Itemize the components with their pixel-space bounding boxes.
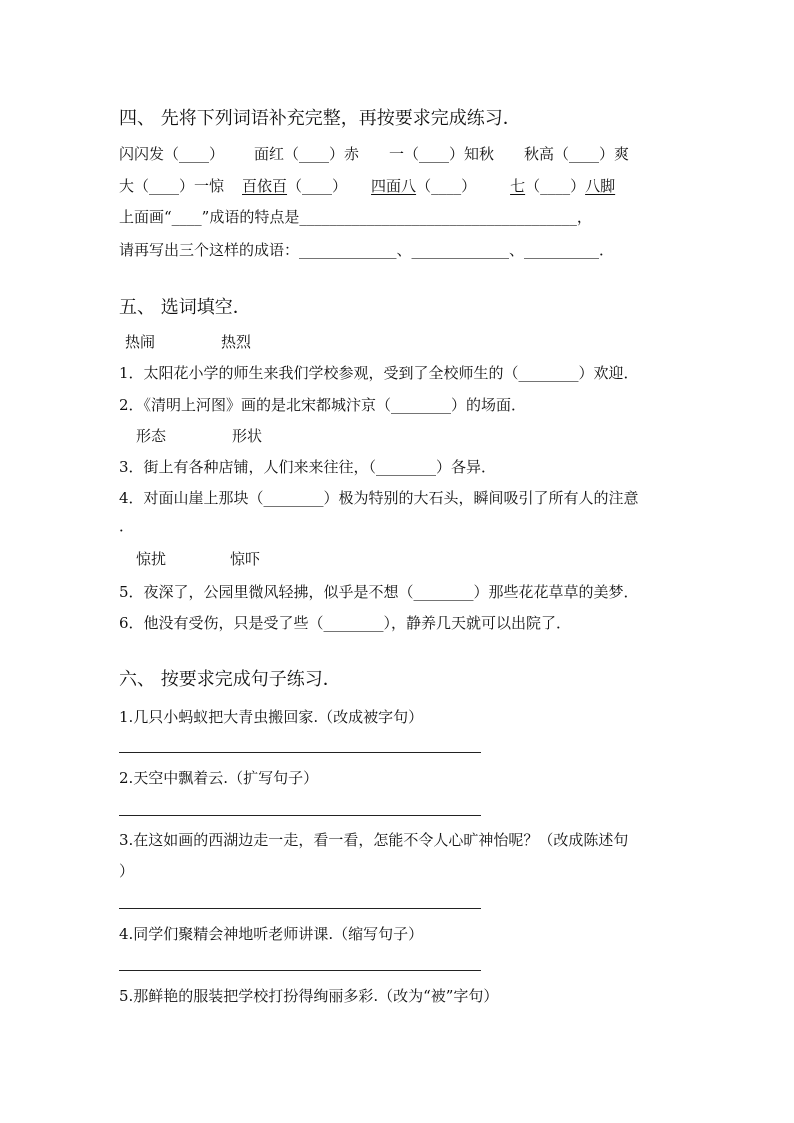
section-4-row-2 <box>119 176 615 196</box>
sentence-task-2: 2.天空中飘着云.（扩写句子） <box>119 769 319 787</box>
answer-line <box>119 752 481 753</box>
blank-item: 面红（____）赤 <box>254 145 360 163</box>
question-6: 6．他没有受伤，只是受了些（________），静养几天就可以出院了． <box>119 614 572 632</box>
section-4-write-line: 请再写出三个这样的成语：_____________、_____________、__________． <box>119 241 615 259</box>
question-1: 1．太阳花小学的师生来我们学校参观，受到了全校师生的（________）欢迎． <box>119 364 639 382</box>
blank-item: 闪闪发（____） <box>119 145 225 163</box>
blank-item: （____） <box>287 177 348 195</box>
underlined-idiom-part: 百依百 <box>242 177 288 195</box>
sentence-task-4: 4.同学们聚精会神地听老师讲课.（缩写句子） <box>119 925 424 943</box>
section-6-heading: 六、 按要求完成句子练习． <box>119 669 341 690</box>
section-4-feature-line: 上面画“____”成语的特点是_____________________________________， <box>119 208 592 226</box>
blank-item: 大（____）一惊 <box>119 177 225 195</box>
question-2: 2．《清明上河图》画的是北宋都城汴京（________）的场面． <box>119 396 527 414</box>
sentence-task-3-continuation: ） <box>119 862 135 880</box>
word-option: 形状 <box>232 427 263 445</box>
word-option: 惊扰 <box>136 550 167 568</box>
word-option: 热闹 <box>125 333 156 351</box>
section-4-heading: 四、 先将下列词语补充完整，再按要求完成练习． <box>119 108 521 129</box>
section-4-row-1 <box>119 144 629 164</box>
word-option: 惊吓 <box>230 550 261 568</box>
underlined-idiom-part: 四面八 <box>371 177 417 195</box>
question-3: 3．街上有各种店铺，人们来来往往，（________）各异． <box>119 458 497 476</box>
blank-item: 秋高（____）爽 <box>524 145 630 163</box>
word-pair-3 <box>136 549 260 569</box>
answer-line <box>119 970 481 971</box>
answer-line <box>119 815 481 816</box>
underlined-idiom-part: 七 <box>510 177 526 195</box>
blank-item: （____） <box>416 177 477 195</box>
section-5-heading: 五、 选词填空． <box>119 297 251 318</box>
sentence-task-5: 5.那鲜艳的服装把学校打扮得绚丽多彩.（改为“被”字句） <box>119 987 499 1005</box>
question-5: 5．夜深了，公园里微风轻拂，似乎是不想（________）那些花花草草的美梦． <box>119 583 639 601</box>
sentence-task-3: 3.在这如画的西湖边走一走，看一看，怎能不令人心旷神怡呢？（改成陈述句 <box>119 831 629 849</box>
word-option: 形态 <box>136 427 167 445</box>
word-pair-1 <box>125 332 251 352</box>
word-pair-2 <box>136 426 262 446</box>
word-option: 热烈 <box>221 333 252 351</box>
blank-item: （____） <box>525 177 586 195</box>
answer-line <box>119 908 481 909</box>
blank-item: 一（____）知秋 <box>389 145 495 163</box>
question-4-continuation: ． <box>119 517 135 535</box>
sentence-task-1: 1.几只小蚂蚁把大青虫搬回家.（改成被字句） <box>119 708 424 726</box>
question-4: 4．对面山崖上那块（________）极为特别的大石头，瞬间吸引了所有人的注意 <box>119 489 639 507</box>
underlined-idiom-part: 八脚 <box>585 177 616 195</box>
